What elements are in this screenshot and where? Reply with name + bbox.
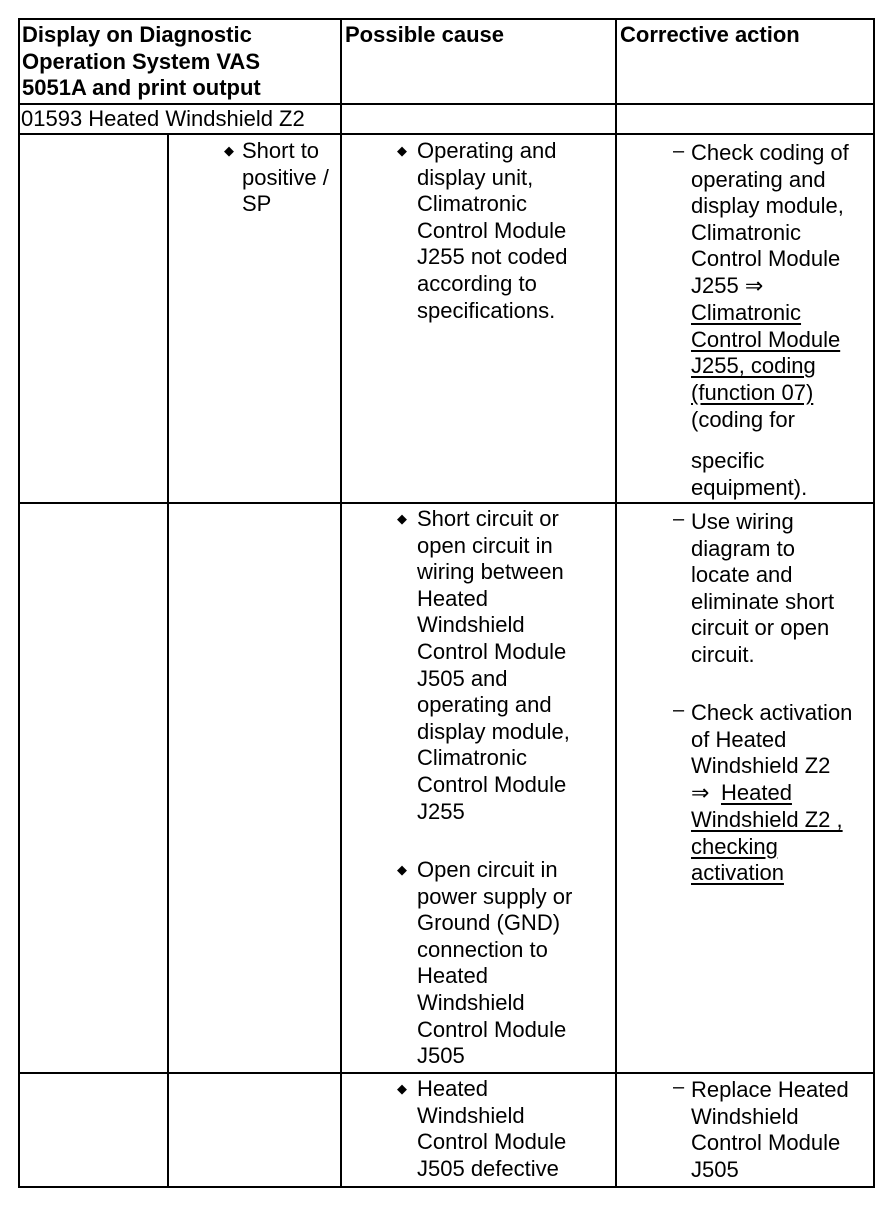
action-text: Use wiring diagram to locate and eliminate short circuit or open circuit. (691, 509, 835, 667)
bullet-icon: ◆ (397, 143, 407, 158)
subcolumn-divider (167, 134, 169, 1188)
row1-bottom-border (18, 502, 875, 504)
dash-icon: – (673, 508, 685, 530)
fault-code: 01593 Heated Windshield Z2 (21, 106, 305, 131)
bullet-icon: ◆ (397, 862, 407, 877)
cause-text: Heated Windshield Control Module J505 defective (417, 1076, 567, 1181)
bullet-icon: ◆ (397, 511, 407, 526)
coding-link[interactable]: Climatronic Control Module J255, coding (function 07) (691, 300, 841, 405)
header-display: Display on Diagnostic Operation System VAS 5051A and print output (22, 22, 261, 101)
table-right-border (873, 18, 875, 1188)
cause-text: Short circuit or open circuit in wiring between Heated Windshield Control Module J505 and operating and display module, Climatronic Control Module J255 (417, 506, 570, 824)
cause-column-divider (340, 18, 342, 1188)
header-possible-cause: Possible cause (345, 22, 504, 47)
action-text: (coding for (691, 407, 795, 432)
arrow-icon: ⇒ (691, 780, 710, 805)
activation-link[interactable]: Heated (721, 780, 792, 805)
table-top-border (18, 18, 875, 20)
cause-text: Open circuit in power supply or Ground (GND) connection to Heated Windshield Control Module J505 (417, 857, 573, 1069)
dash-icon: – (673, 140, 685, 162)
action-text: specific equipment). (691, 448, 808, 500)
bullet-icon: ◆ (224, 143, 234, 158)
table-bottom-border (18, 1186, 875, 1188)
row2-bottom-border (18, 1072, 875, 1074)
header-corrective-action: Corrective action (620, 22, 800, 47)
bullet-icon: ◆ (397, 1081, 407, 1096)
action-text: Check coding of operating and display module, Climatronic Control Module J255 ⇒ (691, 140, 849, 298)
action-column-divider (615, 18, 617, 1188)
dash-icon: – (673, 1076, 685, 1098)
fault-type: Short to positive / SP (242, 138, 329, 217)
action-text: Replace Heated Windshield Control Module J505 (691, 1077, 849, 1182)
cause-text: Operating and display unit, Climatronic Control Module J255 not coded according to specifications. (417, 138, 568, 323)
header-bottom-border (18, 103, 875, 105)
action-text: Check activation of Heated Windshield Z2 (691, 700, 853, 779)
activation-link[interactable]: Windshield Z2 , checking activation (691, 807, 843, 886)
code-row-bottom-border (18, 133, 875, 135)
dash-icon: – (673, 699, 685, 721)
table-left-border (18, 18, 20, 1188)
